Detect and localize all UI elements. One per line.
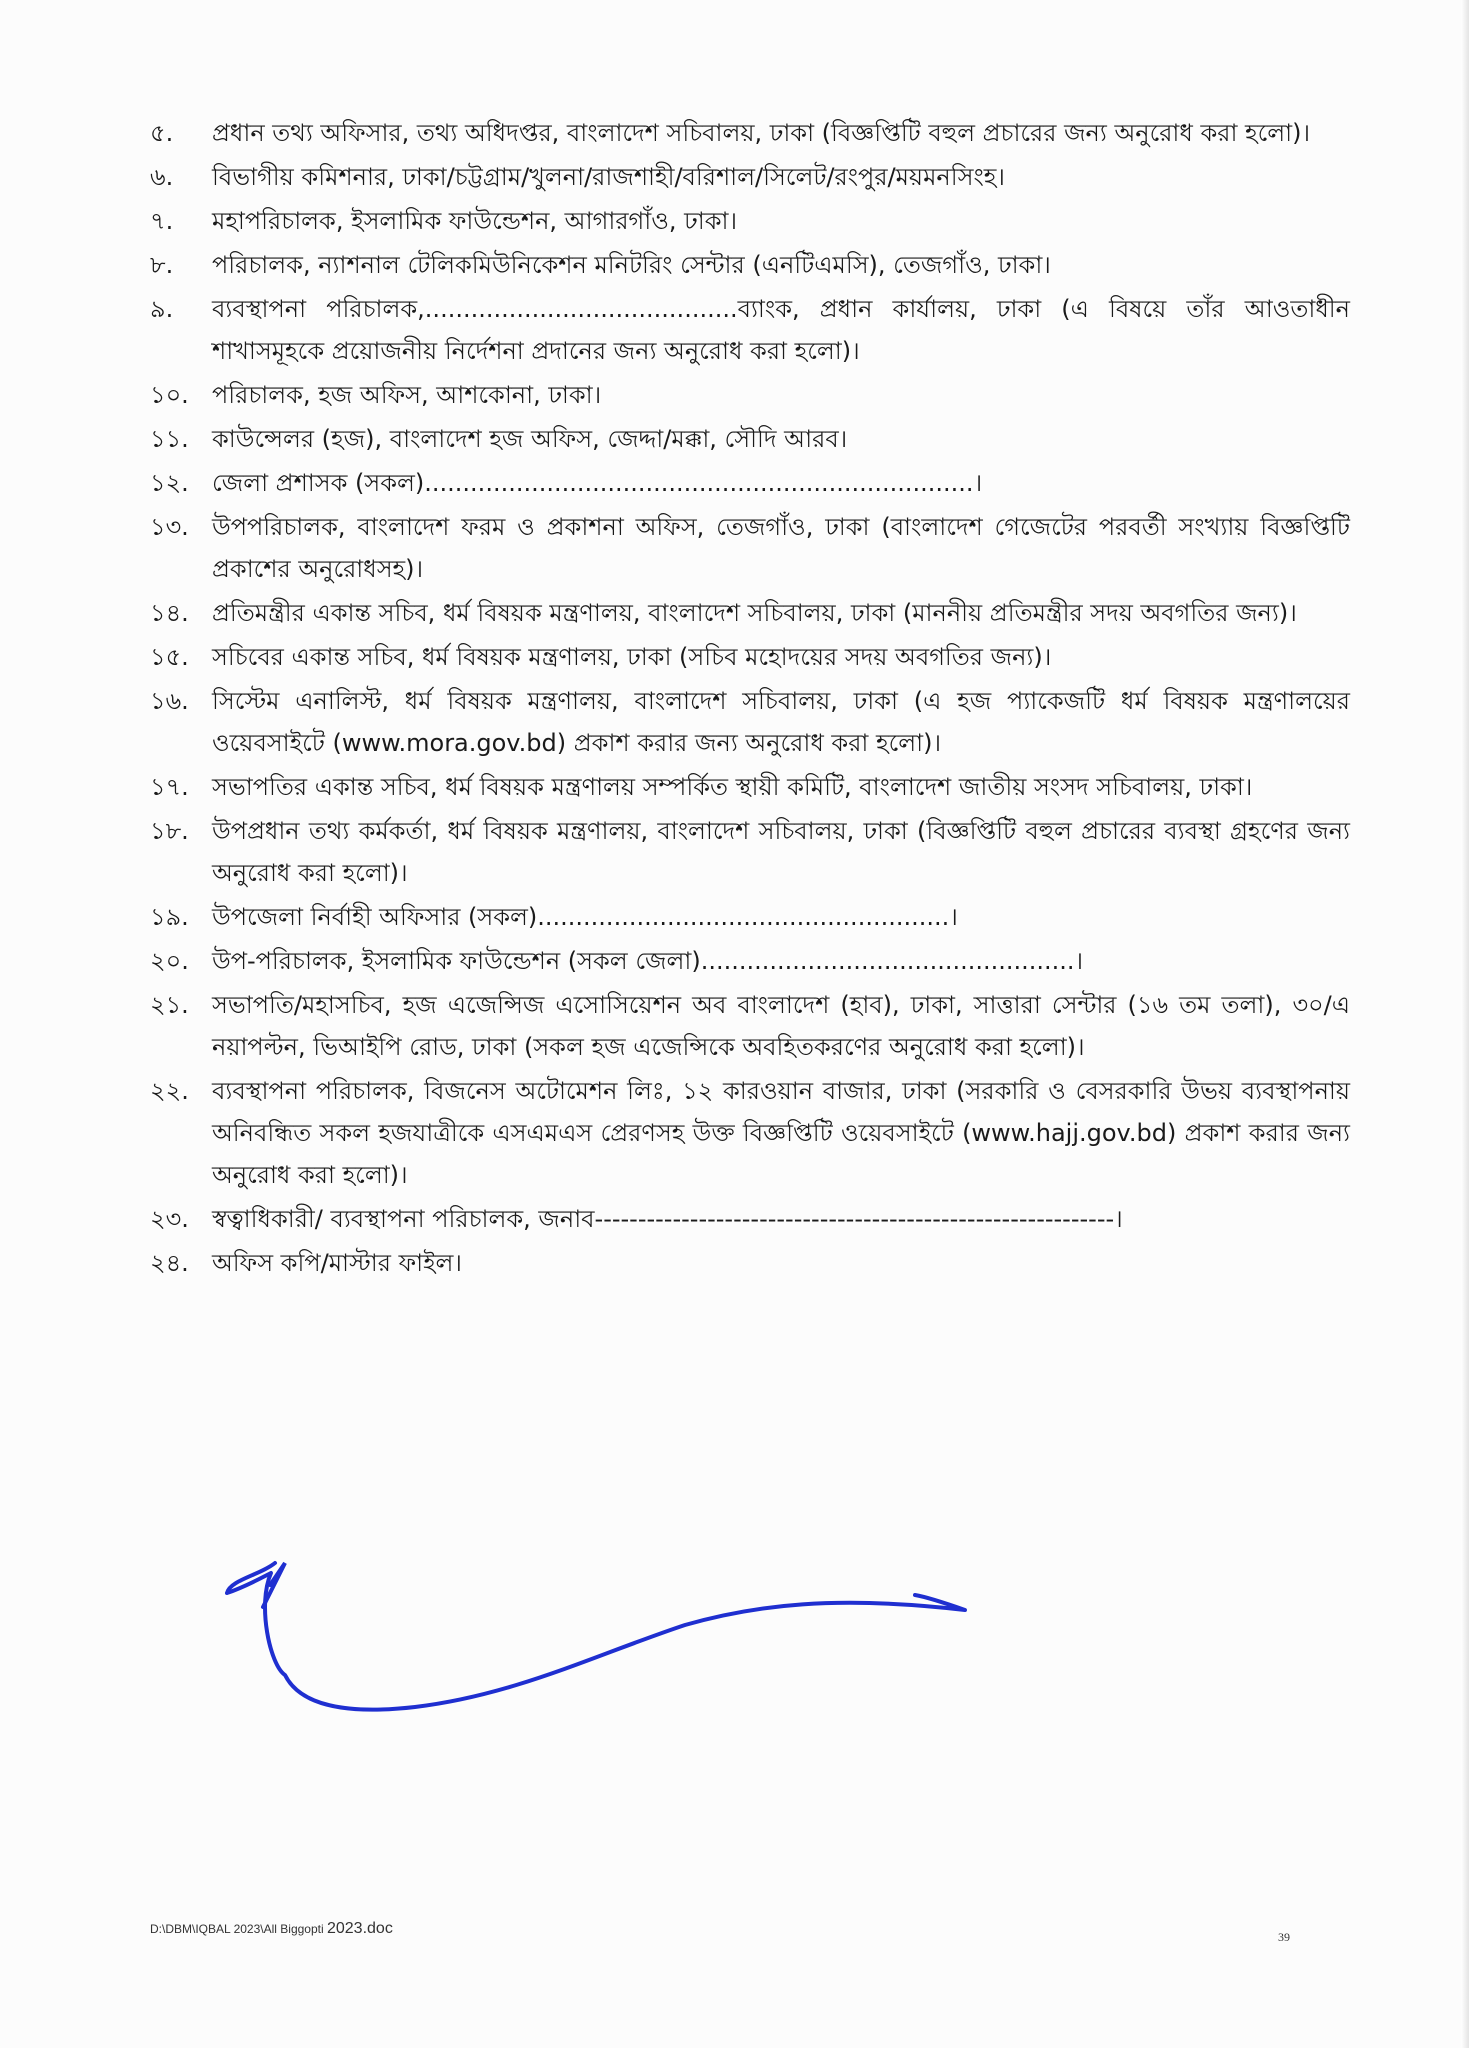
list-item-number: ৬. xyxy=(150,163,174,191)
list-item xyxy=(150,1198,1350,1240)
distribution-list xyxy=(150,112,1350,1286)
list-item-number: ৫. xyxy=(150,119,174,147)
list-item-text: প্রতিমন্ত্রীর একান্ত সচিব, ধর্ম বিষয়ক মন্ত্রণালয়, বাংলাদেশ সচিবালয়, ঢাকা (মাননীয় প্রতিমন্ত্রীর সদয় অবগতির জন্য)। xyxy=(212,599,1297,627)
list-item-text: সিস্টেম এনালিস্ট, ধর্ম বিষয়ক মন্ত্রণালয়, বাংলাদেশ সচিবালয়, ঢাকা (এ হজ প্যাকেজটি ধর্ম বিষয়ক মন্ত্রণালয়ের ওয়েবসাইটে (www.mora.gov.bd) প্রকাশ করার জন্য অনুরোধ করা হলো)। xyxy=(212,687,1350,757)
list-item-text: প্রধান তথ্য অফিসার, তথ্য অধিদপ্তর, বাংলাদেশ সচিবালয়, ঢাকা (বিজ্ঞপ্তিটি বহুল প্রচারের জন্য অনুরোধ করা হলো)। xyxy=(212,119,1311,147)
list-item xyxy=(150,592,1350,634)
list-item-number: ২২. xyxy=(150,1077,189,1105)
list-item-text: স্বত্বাধিকারী/ ব্যবস্থাপনা পরিচালক, জনাব------------------------------------------------------------। xyxy=(212,1205,1123,1233)
list-item-text: উপজেলা নির্বাহী অফিসার (সকল)......................................................। xyxy=(212,903,958,931)
list-item-number: ১২. xyxy=(150,469,189,497)
list-item xyxy=(150,896,1350,938)
footer-path-text: D:\DBM\IQBAL 2023\All Biggopti xyxy=(150,1922,324,1936)
list-item-number: ২০. xyxy=(150,947,189,975)
list-item-number: ১০. xyxy=(150,381,189,409)
list-item-number: ৮. xyxy=(150,251,174,279)
list-item-number: ১১. xyxy=(150,425,189,453)
list-item-number: ৯. xyxy=(150,295,174,323)
list-item xyxy=(150,506,1350,590)
list-item-number: ২১. xyxy=(150,991,189,1019)
list-item xyxy=(150,680,1350,764)
list-item xyxy=(150,288,1350,372)
list-item-text: মহাপরিচালক, ইসলামিক ফাউন্ডেশন, আগারগাঁও, ঢাকা। xyxy=(212,207,738,235)
page-number: 39 xyxy=(1278,1930,1290,1944)
list-item-number: ৭. xyxy=(150,207,174,235)
list-item xyxy=(150,462,1350,504)
list-item xyxy=(150,940,1350,982)
list-item-text: পরিচালক, হজ অফিস, আশকোনা, ঢাকা। xyxy=(212,381,602,409)
list-item-text: উপপ্রধান তথ্য কর্মকর্তা, ধর্ম বিষয়ক মন্ত্রণালয়, বাংলাদেশ সচিবালয়, ঢাকা (বিজ্ঞপ্তিটি বহুল প্রচারের ব্যবস্থা গ্রহণের জন্য অনুরোধ করা হলো)। xyxy=(212,817,1350,887)
list-item-text: অফিস কপি/মাস্টার ফাইল। xyxy=(212,1249,463,1277)
list-item-text: জেলা প্রশাসক (সকল)........................................................................। xyxy=(212,469,983,497)
list-item xyxy=(150,418,1350,460)
list-item-text: উপপরিচালক, বাংলাদেশ ফরম ও প্রকাশনা অফিস, তেজগাঁও, ঢাকা (বাংলাদেশ গেজেটের পরবর্তী সংখ্যায় বিজ্ঞপ্তিটি প্রকাশের অনুরোধসহ)। xyxy=(212,513,1350,583)
list-item xyxy=(150,1242,1350,1284)
list-item xyxy=(150,200,1350,242)
list-item-text: ব্যবস্থাপনা পরিচালক,.........................................ব্যাংক, প্রধান কার্যালয়, ঢাকা (এ বিষয়ে তাঁর আওতাধীন শাখাসমূহকে প্রয়োজনীয় নির্দেশনা প্রদানের জন্য অনুরোধ করা হলো)। xyxy=(212,295,1350,365)
list-item-text: সচিবের একান্ত সচিব, ধর্ম বিষয়ক মন্ত্রণালয়, ঢাকা (সচিব মহোদয়ের সদয় অবগতির জন্য)। xyxy=(212,643,1052,671)
list-item-number: ১৬. xyxy=(150,687,189,715)
list-item xyxy=(150,374,1350,416)
footer-file-name: 2023.doc xyxy=(326,1920,393,1937)
list-item-text: ব্যবস্থাপনা পরিচালক, বিজনেস অটোমেশন লিঃ, ১২ কারওয়ান বাজার, ঢাকা (সরকারি ও বেসরকারি উভয় ব্যবস্থাপনায় অনিবন্ধিত সকল হজযাত্রীকে এসএমএস প্রেরণসহ উক্ত বিজ্ঞপ্তিটি ওয়েবসাইটে (www.hajj.gov.bd) প্রকাশ করার জন্য অনুরোধ করা হলো)। xyxy=(212,1077,1350,1189)
list-item-number: ১৮. xyxy=(150,817,189,845)
list-item-text: বিভাগীয় কমিশনার, ঢাকা/চট্টগ্রাম/খুলনা/রাজশাহী/বরিশাল/সিলেট/রংপুর/ময়মনসিংহ। xyxy=(212,163,1005,191)
list-item xyxy=(150,636,1350,678)
list-item-number: ১৩. xyxy=(150,513,189,541)
list-item-number: ২৪. xyxy=(150,1249,189,1277)
handwritten-signature xyxy=(215,1555,975,1745)
scan-edge-shadow xyxy=(1461,0,1469,2048)
list-item-number: ১৪. xyxy=(150,599,189,627)
list-item xyxy=(150,112,1350,154)
list-item xyxy=(150,156,1350,198)
list-item-number: ১৫. xyxy=(150,643,189,671)
list-item-text: সভাপতি/মহাসচিব, হজ এজেন্সিজ এসোসিয়েশন অব বাংলাদেশ (হাব), ঢাকা, সাত্তারা সেন্টার (১৬ তম তলা), ৩০/এ নয়াপল্টন, ভিআইপি রোড, ঢাকা (সকল হজ এজেন্সিকে অবহিতকরণের অনুরোধ করা হলো)। xyxy=(212,991,1350,1061)
list-item xyxy=(150,984,1350,1068)
list-item xyxy=(150,1070,1350,1196)
list-item-text: কাউন্সেলর (হজ), বাংলাদেশ হজ অফিস, জেদ্দা/মক্কা, সৌদি আরব। xyxy=(212,425,848,453)
list-item xyxy=(150,810,1350,894)
footer-file-path xyxy=(150,1920,393,1938)
list-item xyxy=(150,766,1350,808)
list-item-number: ১৭. xyxy=(150,773,189,801)
list-item-text: উপ-পরিচালক, ইসলামিক ফাউন্ডেশন (সকল জেলা).................................................। xyxy=(212,947,1084,975)
list-item-text: সভাপতির একান্ত সচিব, ধর্ম বিষয়ক মন্ত্রণালয় সম্পর্কিত স্থায়ী কমিটি, বাংলাদেশ জাতীয় সংসদ সচিবালয়, ঢাকা। xyxy=(212,773,1253,801)
list-item xyxy=(150,244,1350,286)
list-item-number: ২৩. xyxy=(150,1205,189,1233)
list-item-number: ১৯. xyxy=(150,903,189,931)
list-item-text: পরিচালক, ন্যাশনাল টেলিকমিউনিকেশন মনিটরিং সেন্টার (এনটিএমসি), তেজগাঁও, ঢাকা। xyxy=(212,251,1051,279)
